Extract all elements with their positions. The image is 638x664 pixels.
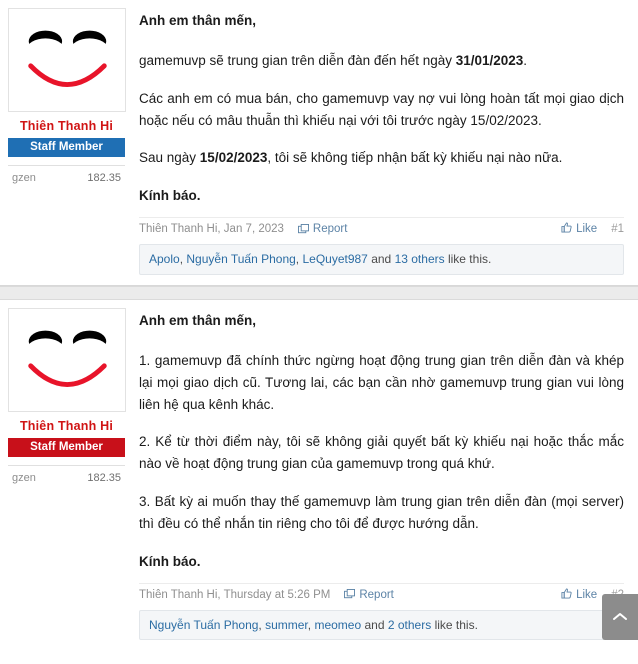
smiley-face-avatar [9,9,125,111]
text-run: 3. Bất kỳ ai muốn thay thế gamemuvp làm trung gian trên diễn đàn (mọi server) thì đều có thể nhắn tin riêng cho tôi để được hướng dẫn. [139,494,624,531]
smiley-face-avatar [9,309,125,411]
post-paragraph [139,431,624,475]
like-button[interactable] [561,588,597,602]
liker-link[interactable]: summer [265,617,308,632]
post-greeting: Anh em thân mến, [139,312,257,328]
post-paragraph [139,491,624,535]
staff-badge: Staff Member [8,138,125,157]
post-paragraph [139,50,624,72]
liker-link[interactable]: LeQuyet987 [302,252,368,267]
user-stats [8,465,125,484]
post-username[interactable]: Thiên Thanh Hi [19,119,114,133]
report-link[interactable] [344,589,394,601]
text-run: Các anh em có mua bán, cho gamemuvp vay nợ vui lòng hoàn tất mọi giao dịch hoặc nếu có mâu thuẫn thì khiếu nại với tôi trước ngày 15/02/2023. [139,90,624,128]
post-user-column [0,0,133,194]
post-footer [139,217,624,244]
liker-link[interactable]: Nguyễn Tuấn Phong [186,252,296,267]
like-button[interactable] [561,222,597,236]
avatar[interactable] [8,308,126,412]
report-flag-icon [344,589,355,600]
likes-and: and [371,252,392,267]
liker-link[interactable]: Nguyễn Tuấn Phong [149,617,259,632]
post [0,300,638,651]
avatar[interactable] [8,8,126,112]
separator: , [295,252,303,267]
user-stats [8,165,125,184]
report-label: Report [312,223,348,236]
liker-link[interactable]: meomeo [314,617,362,632]
post [0,0,638,286]
post-username[interactable]: Thiên Thanh Hi [19,418,114,433]
post-paragraph [139,147,624,169]
post-date: Thiên Thanh Hi, Thursday at 5:26 PM [139,588,331,601]
post-greeting: Anh em thân mến, [139,13,257,28]
text-run: gamemuvp sẽ trung gian trên diễn đàn đến hết ngày [139,52,456,68]
post-paragraph [139,88,624,132]
text-run-bold: 31/01/2023 [455,52,524,68]
text-run: . [523,52,528,68]
likes-strip [139,244,624,275]
likes-others-link[interactable]: 13 others [394,252,445,267]
report-flag-icon [298,224,309,235]
user-stat-label: gzen [12,471,36,484]
user-stat-value: 182.35 [87,471,121,484]
text-run-bold: 15/02/2023 [199,150,268,166]
report-link[interactable] [298,223,348,235]
thumbs-up-icon [561,588,572,602]
post-user-column [0,300,133,494]
post-signoff: Kính báo. [139,188,201,204]
likes-others-link[interactable]: 2 others [387,617,432,632]
separator: , [179,252,187,267]
post-signoff: Kính báo. [139,553,201,569]
user-stat-label: gzen [12,172,36,184]
separator: , [307,617,315,632]
staff-badge: Staff Member [8,438,125,457]
scroll-to-top-button[interactable] [602,594,638,640]
post-message-column [133,0,638,285]
report-label: Report [359,588,394,601]
likes-strip [139,610,624,641]
text-run: , tôi sẽ không tiếp nhận bất kỳ khiếu nại nào nữa. [267,150,563,166]
post-date: Thiên Thanh Hi, Jan 7, 2023 [139,223,284,236]
post-separator [0,286,638,300]
likes-suffix: like this. [434,617,478,632]
post-message-column [133,300,638,651]
text-run: 2. Kể từ thời điểm này, tôi sẽ không giải quyết bất kỳ khiếu nại hoặc thắc mắc nào về hoạt động trung gian của gamemuvp trong quá khứ. [139,434,624,472]
separator: , [258,617,266,632]
like-label: Like [576,588,598,601]
like-label: Like [576,223,598,236]
user-stat-value: 182.35 [87,172,121,184]
text-run: 1. gamemuvp đã chính thức ngừng hoạt động trung gian trên diễn đàn và khép lại mọi giao dịch cũ. Tương lai, các bạn cần nhờ gamemuvp trung gian vui lòng liên hệ qua kênh khác. [139,352,624,412]
likes-suffix: like this. [447,252,492,267]
post-paragraph [139,350,624,416]
thumbs-up-icon [561,222,572,236]
post-footer [139,583,624,610]
chevron-up-icon [612,611,628,623]
likes-and: and [364,617,385,632]
text-run: Sau ngày [139,150,200,166]
liker-link[interactable]: Apolo [149,252,180,267]
post-number[interactable]: #1 [611,223,624,236]
